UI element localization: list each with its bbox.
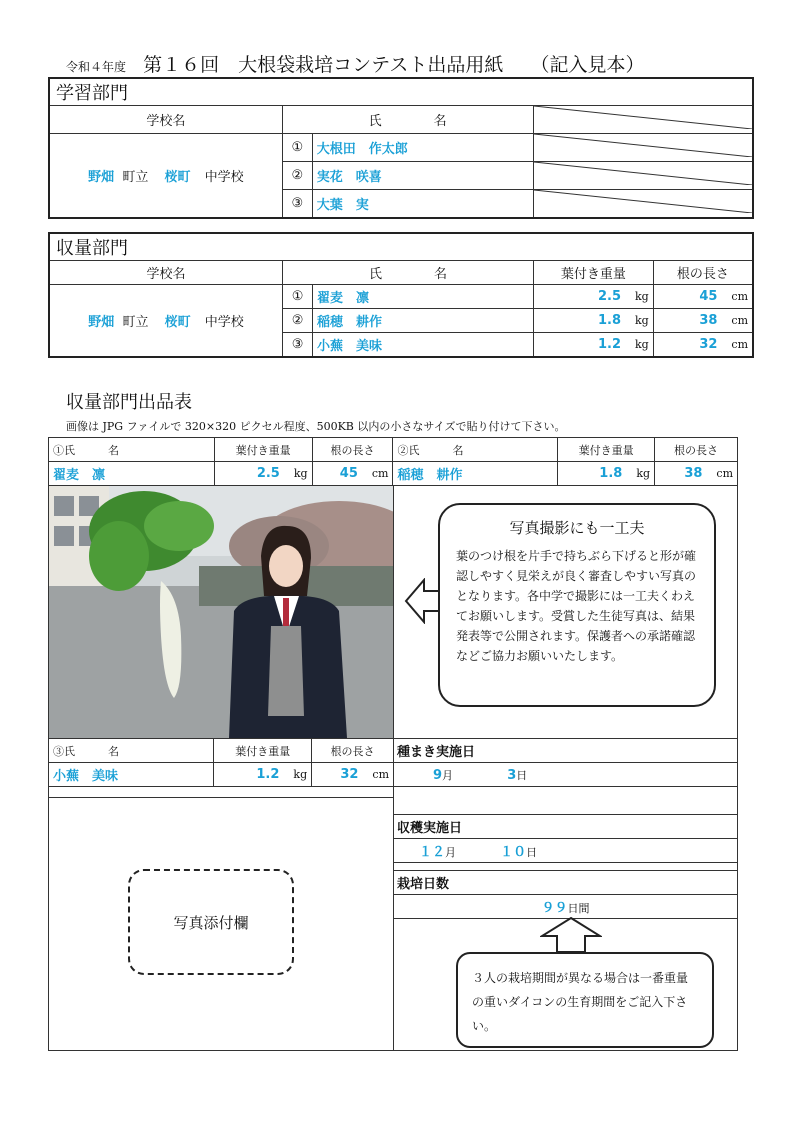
p1-weight[interactable]: 2.5 kg: [214, 462, 312, 486]
yield-length-1[interactable]: 45 cm: [653, 285, 753, 309]
p2-label: ②氏 名: [393, 438, 558, 462]
p1-length[interactable]: 45 cm: [312, 462, 393, 486]
sowing-date[interactable]: 9月 3日: [393, 763, 738, 787]
harvest-label: 収穫実施日: [393, 815, 738, 839]
p3-col-length: 根の長さ: [312, 739, 394, 763]
yield-weight-3[interactable]: 1.2 kg: [534, 333, 654, 357]
photo-placeholder-label: 写真添付欄: [173, 913, 249, 932]
p2-col-length: 根の長さ: [655, 438, 738, 462]
p3-name[interactable]: 小蕪 美味: [49, 763, 214, 787]
exhibit-heading: 収量部門出品表: [66, 392, 192, 413]
study-empty-cell: [533, 106, 753, 134]
study-num-1: ①: [282, 134, 312, 162]
study-empty-cell: [533, 134, 753, 162]
photo-placeholder[interactable]: [128, 869, 294, 975]
photo-tip-title: 写真撮影にも一工夫: [509, 519, 645, 537]
spacer-row: [393, 863, 738, 871]
student-photo[interactable]: [49, 486, 393, 738]
yield-col-name: 氏 名: [283, 261, 534, 285]
yield-length-3[interactable]: 32 cm: [653, 333, 753, 357]
exhibit-instruction: 画像は JPG ファイルで 320×320 ピクセル程度、500KB 以内の小さなサイズで貼り付けて下さい。: [66, 420, 566, 433]
p1-col-weight: 葉付き重量: [214, 438, 312, 462]
study-empty-cell: [533, 190, 753, 219]
page-title: [66, 50, 644, 77]
exhibit-top-table: [48, 437, 738, 486]
p2-name[interactable]: 稲穂 耕作: [393, 462, 558, 486]
study-member-2[interactable]: 実花 咲喜: [312, 162, 533, 190]
arrow-up-icon: [540, 916, 602, 954]
p2-col-weight: 葉付き重量: [558, 438, 655, 462]
period-note-text: ３人の栽培期間が異なる場合は一番重量の重いダイコンの生育期間をご記入下さい。: [472, 971, 689, 1033]
yield-num-3: ③: [283, 333, 313, 357]
p2-weight[interactable]: 1.8 kg: [558, 462, 655, 486]
p3-col-weight: 葉付き重量: [214, 739, 312, 763]
yield-length-2[interactable]: 38 cm: [653, 309, 753, 333]
title-note: （記入見本）: [530, 54, 645, 76]
diagonal-line: [534, 106, 752, 129]
days-value[interactable]: ９９日間: [393, 895, 738, 919]
yield-num-2: ②: [283, 309, 313, 333]
p3-table: [48, 738, 394, 787]
spacer-row: [393, 787, 738, 815]
study-table: [48, 77, 754, 219]
p1-name[interactable]: 翟麦 凛: [49, 462, 215, 486]
period-note-bubble: [456, 952, 714, 1048]
study-empty-cell: [533, 162, 753, 190]
photo-tip-bubble: [438, 503, 716, 707]
p3-weight[interactable]: 1.2 kg: [214, 763, 312, 787]
photo-illustration: [49, 486, 393, 738]
yield-num-1: ①: [283, 285, 313, 309]
p2-length[interactable]: 38 cm: [655, 462, 738, 486]
yield-col-weight: 葉付き重量: [534, 261, 654, 285]
yield-member-2[interactable]: 稲穂 耕作: [312, 309, 533, 333]
sowing-label: 種まき実施日: [393, 739, 738, 763]
title-main: 第１６回 大根袋栽培コンテスト出品用紙: [143, 54, 504, 76]
study-col-school: 学校名: [49, 106, 282, 134]
diagonal-line: [534, 134, 752, 157]
study-num-3: ③: [282, 190, 312, 219]
yield-table: [48, 232, 754, 358]
yield-heading: 収量部門: [49, 233, 753, 261]
days-label: 栽培日数: [393, 871, 738, 895]
era-label: 令和４年度: [66, 60, 127, 74]
yield-school-cell[interactable]: 野畑 町立 桜町 中学校: [49, 285, 283, 357]
study-member-3[interactable]: 大葉 実: [312, 190, 533, 219]
photo-tip-body: 葉のつけ根を片手で持ちぶら下げると形が確認しやすく見栄えが良く審査しやすい写真のとなります。各中学で撮影には一工夫くわえてお願いします。受賞した生徒写真は、結果発表等で公開されます。保護者への承諾確認などご協力お願いいたします。: [456, 549, 697, 663]
study-col-name: 氏 名: [282, 106, 533, 134]
study-heading: 学習部門: [49, 78, 753, 106]
yield-weight-1[interactable]: 2.5 kg: [534, 285, 654, 309]
diagonal-line: [534, 190, 752, 213]
yield-member-3[interactable]: 小蕪 美味: [312, 333, 533, 357]
yield-col-school: 学校名: [49, 261, 283, 285]
p3-label: ③氏 名: [49, 739, 214, 763]
p3-bottom-line: [48, 797, 394, 798]
study-member-1[interactable]: 大根田 作太郎: [312, 134, 533, 162]
harvest-date[interactable]: １２月 １０日: [393, 839, 738, 863]
study-num-2: ②: [282, 162, 312, 190]
diagonal-line: [534, 162, 752, 185]
p3-length[interactable]: 32 cm: [312, 763, 394, 787]
yield-member-1[interactable]: 翟麦 凛: [312, 285, 533, 309]
yield-weight-2[interactable]: 1.8 kg: [534, 309, 654, 333]
p1-col-length: 根の長さ: [312, 438, 393, 462]
study-school-cell[interactable]: 野畑 町立 桜町 中学校: [49, 134, 282, 219]
p1-label: ①氏 名: [49, 438, 215, 462]
yield-col-length: 根の長さ: [653, 261, 753, 285]
dates-table: [393, 738, 738, 919]
